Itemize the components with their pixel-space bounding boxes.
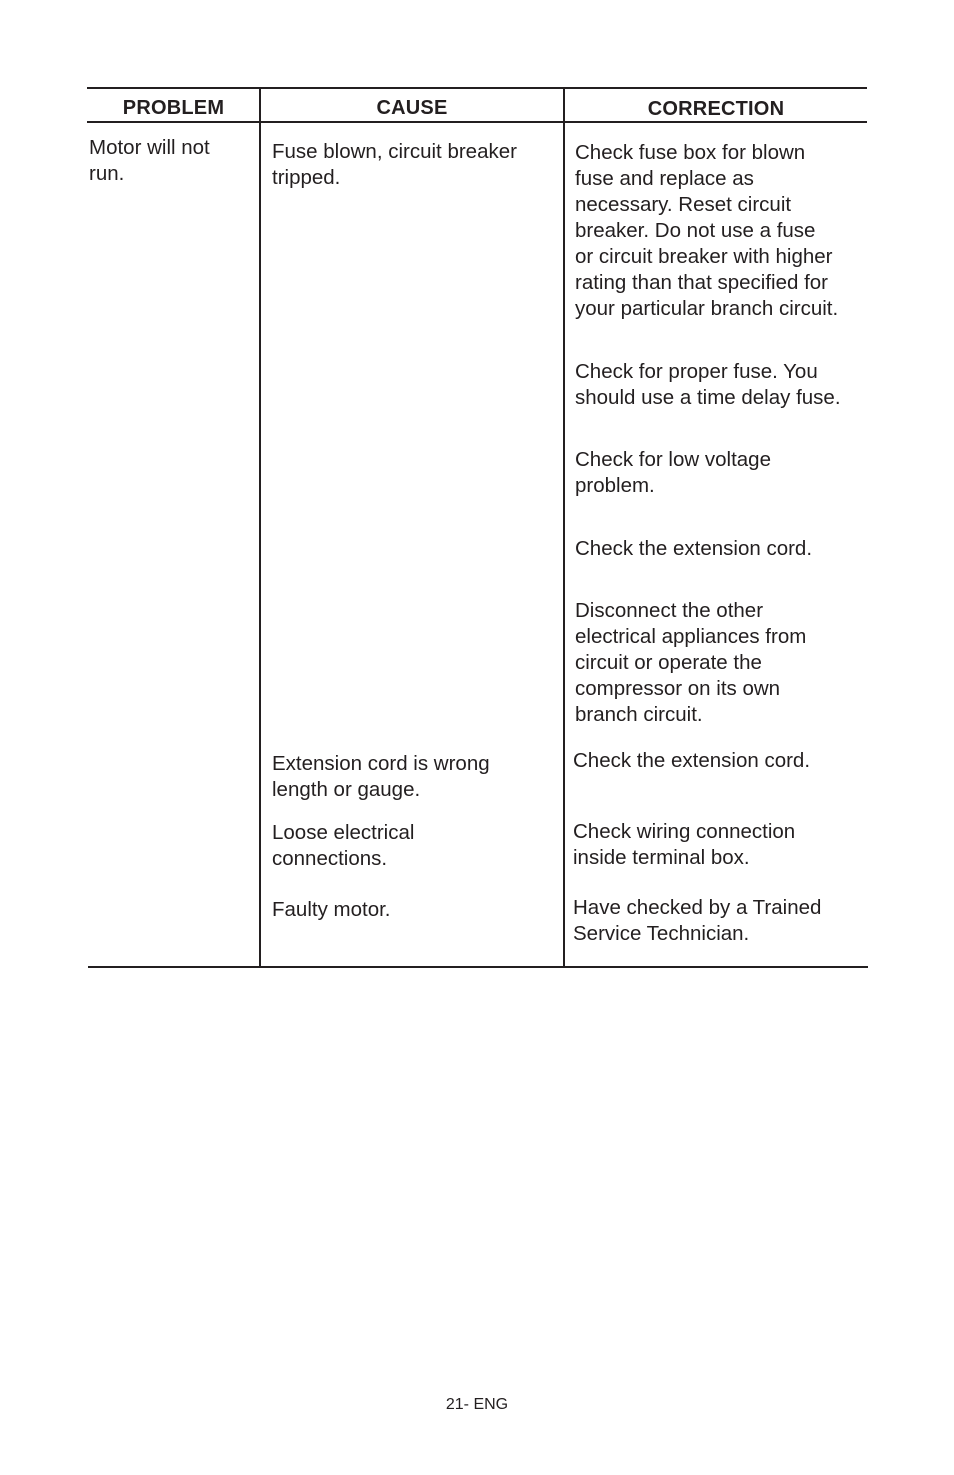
correction-line: should use a time delay fuse. bbox=[575, 386, 841, 409]
correction-line: Have checked by a Trained bbox=[573, 896, 822, 919]
correction-cell bbox=[573, 819, 795, 871]
problem-line: run. bbox=[89, 162, 125, 185]
correction-line: Check for proper fuse. You bbox=[575, 360, 818, 383]
correction-line: Check fuse box for blown bbox=[575, 141, 806, 164]
correction-line: inside terminal box. bbox=[573, 846, 750, 869]
problem-line: Motor will not bbox=[89, 136, 210, 159]
correction-line: Check the extension cord. bbox=[575, 537, 813, 560]
correction-line: fuse and replace as bbox=[575, 167, 754, 190]
cause-line: Loose electrical bbox=[272, 821, 415, 844]
cause-cell bbox=[272, 751, 490, 803]
correction-line: your particular branch circuit. bbox=[575, 297, 839, 320]
page-number: 21- ENG bbox=[445, 1396, 509, 1413]
correction-line: compressor on its own bbox=[575, 677, 781, 700]
cause-cell bbox=[272, 897, 391, 923]
cause-cell bbox=[272, 139, 517, 191]
column-divider-1 bbox=[259, 89, 261, 968]
cause-line: connections. bbox=[272, 847, 388, 870]
header-problem: PROBLEM bbox=[122, 97, 225, 119]
correction-line: Check wiring connection bbox=[573, 820, 796, 843]
correction-line: problem. bbox=[575, 474, 655, 497]
header-bottom-rule bbox=[87, 121, 867, 123]
table-bottom-rule bbox=[88, 966, 868, 968]
correction-cell bbox=[573, 748, 810, 774]
correction-cell bbox=[575, 359, 841, 411]
column-divider-2 bbox=[563, 89, 565, 968]
correction-line: Check the extension cord. bbox=[573, 749, 811, 772]
cause-line: tripped. bbox=[272, 166, 341, 189]
header-cause: CAUSE bbox=[376, 97, 448, 119]
correction-line: rating than that specified for bbox=[575, 271, 828, 294]
correction-line: necessary. Reset circuit bbox=[575, 193, 792, 216]
cause-line: length or gauge. bbox=[272, 778, 421, 801]
correction-line: Check for low voltage bbox=[575, 448, 771, 471]
problem-cell bbox=[89, 135, 210, 187]
correction-line: or circuit breaker with higher bbox=[575, 245, 833, 268]
correction-cell bbox=[575, 140, 838, 322]
correction-line: electrical appliances from bbox=[575, 625, 807, 648]
cause-cell bbox=[272, 820, 414, 872]
table-top-rule bbox=[87, 87, 867, 89]
cause-line: Extension cord is wrong bbox=[272, 752, 490, 775]
correction-cell bbox=[575, 598, 806, 728]
correction-cell bbox=[575, 536, 812, 562]
correction-line: breaker. Do not use a fuse bbox=[575, 219, 816, 242]
correction-cell bbox=[573, 895, 821, 947]
cause-line: Fuse blown, circuit breaker bbox=[272, 140, 517, 163]
correction-cell bbox=[575, 447, 771, 499]
header-correction: CORRECTION bbox=[647, 98, 785, 120]
cause-line: Faulty motor. bbox=[272, 898, 391, 921]
correction-line: branch circuit. bbox=[575, 703, 703, 726]
correction-line: circuit or operate the bbox=[575, 651, 762, 674]
correction-line: Disconnect the other bbox=[575, 599, 764, 622]
correction-line: Service Technician. bbox=[573, 922, 750, 945]
